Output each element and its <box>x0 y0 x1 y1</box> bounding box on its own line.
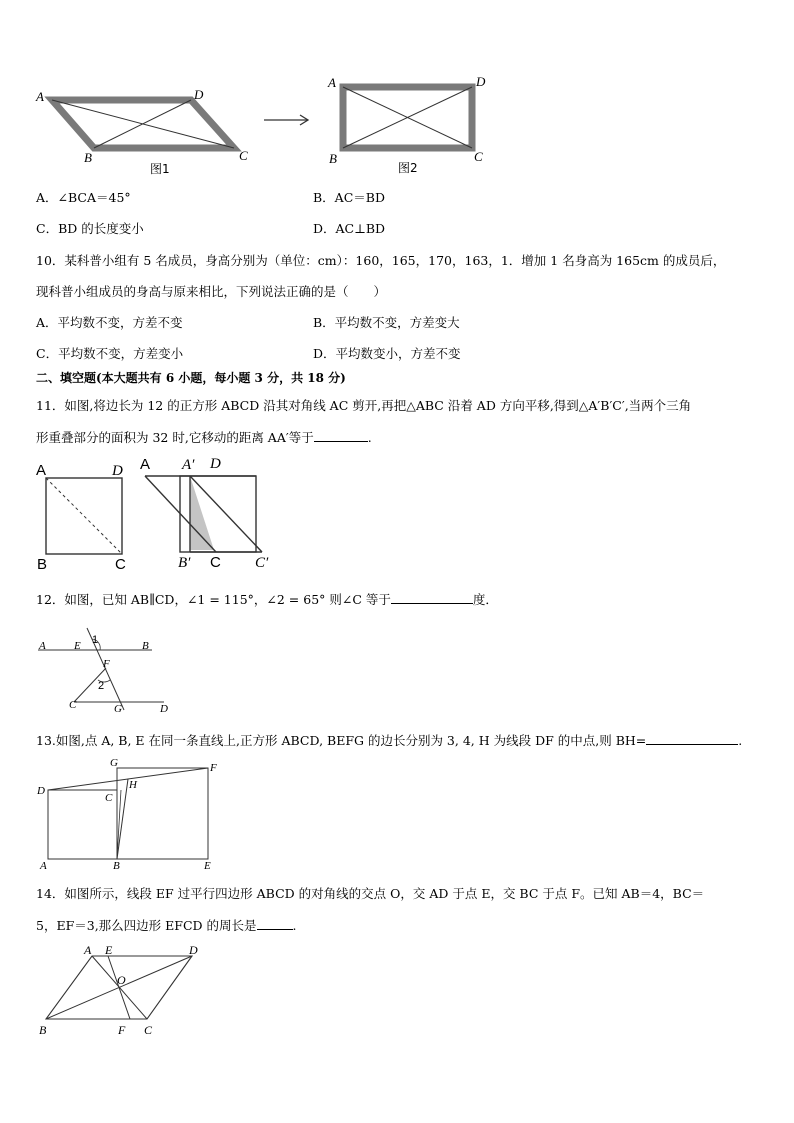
arrow-right <box>262 110 314 130</box>
answer-blank <box>391 591 473 604</box>
question-10-line-1: 10．某科普小组有 5 名成员，身高分别为（单位：cm）：160，165，170，163，1．增加 1 名身高为 165cm 的成员后， <box>36 253 726 268</box>
label-d: D <box>210 456 221 472</box>
arrow-right-svg <box>262 110 314 130</box>
q9-figure-1-svg <box>34 84 254 179</box>
q9-figure-2-svg <box>326 72 496 178</box>
label-b: B <box>329 151 337 166</box>
label-a-prime: A′ <box>182 457 195 473</box>
section-title: 二、填空题(本大题共有 6 小题，每小题 3 分，共 18 分) <box>36 371 346 385</box>
label-b: B <box>39 1023 47 1037</box>
question-11-line-2 <box>36 428 372 446</box>
label-b: B <box>84 150 92 165</box>
segment-ef <box>108 956 130 1019</box>
q13-figure-svg <box>34 754 224 872</box>
q9-figure-1 <box>34 84 254 179</box>
label-2: 2 <box>98 680 105 692</box>
label-g: G <box>110 757 118 769</box>
diagonal-bd <box>94 100 191 148</box>
question-punct: . <box>367 430 372 445</box>
option-b: B．AC＝BD <box>313 190 385 205</box>
q11-figure-square <box>34 458 134 573</box>
option-a: A．∠BCA＝45° <box>36 190 131 205</box>
label-g: G <box>114 703 122 715</box>
label-a: A <box>84 943 92 957</box>
label-o: O <box>117 973 126 987</box>
question-10-line-2: 现科普小组成员的身高与原来相比，下列说法正确的是（ ） <box>36 284 387 299</box>
question-suffix: 度． <box>472 592 498 607</box>
option-c: C．BD 的长度变小 <box>36 221 144 236</box>
question-text: 形重叠部分的面积为 32 时,它移动的距离 AA′等于 <box>36 430 314 445</box>
label-c-prime: C′ <box>255 555 269 571</box>
q12-figure <box>34 622 174 714</box>
q11-figure-shifted-svg <box>136 455 281 573</box>
segment-bh <box>117 779 128 859</box>
label-a: A <box>36 89 44 104</box>
label-b: B <box>142 640 149 652</box>
segment-bc <box>117 790 121 859</box>
label-a: A <box>39 640 46 652</box>
label-a: A <box>140 456 151 473</box>
label-c: C <box>474 149 483 164</box>
label-b-prime: B′ <box>178 555 191 571</box>
answer-blank <box>314 429 368 442</box>
question-text: 5，EF＝3,那么四边形 EFCD 的周长是 <box>36 918 257 933</box>
q14-figure-svg <box>34 940 209 1040</box>
label-d: D <box>194 87 204 102</box>
label-e: E <box>204 860 211 872</box>
label-e: E <box>74 640 81 652</box>
option-b: B．平均数不变，方差变大 <box>313 315 460 330</box>
label-1: 1 <box>92 634 99 646</box>
label-d: D <box>37 785 45 797</box>
label-f: F <box>210 762 217 774</box>
q14-figure <box>34 940 209 1040</box>
label-d: D <box>160 703 168 715</box>
answer-blank <box>257 917 293 930</box>
label-c: C <box>115 556 126 573</box>
label-a: A <box>328 75 336 90</box>
answer-blank <box>646 732 738 745</box>
option-d: D．AC⊥BD <box>313 221 386 236</box>
question-punct: . <box>292 918 297 933</box>
label-c: C <box>210 554 221 571</box>
option-d: D．平均数变小，方差不变 <box>313 346 461 361</box>
q11-figure-shifted <box>136 455 281 573</box>
label-c: C <box>69 699 77 711</box>
question-13-line <box>36 731 742 749</box>
question-14-line-1: 14．如图所示，线段 EF 过平行四边形 ABCD 的对角线的交点 O，交 AD 于点 E，交 BC 于点 F。已知 AB＝4，BC＝ <box>36 886 705 901</box>
q9-figure-2 <box>326 72 496 178</box>
q11-figure-square-svg <box>34 458 134 573</box>
label-a: A <box>40 860 47 872</box>
label-c: C <box>239 148 248 163</box>
label-a: A <box>36 462 47 479</box>
q12-figure-svg <box>34 622 174 714</box>
label-d: D <box>189 943 198 957</box>
question-12-line <box>36 590 498 608</box>
option-a: A．平均数不变，方差不变 <box>36 315 183 330</box>
label-b: B <box>37 556 48 573</box>
diagonal-ac <box>46 478 122 554</box>
label-f: F <box>118 1023 126 1037</box>
label-f: F <box>103 658 110 670</box>
label-h: H <box>129 779 137 791</box>
label-c: C <box>105 792 113 804</box>
overlap-region <box>190 476 214 550</box>
q13-figure <box>34 754 224 872</box>
label-d: D <box>476 74 486 89</box>
label-c: C <box>144 1023 153 1037</box>
option-c: C．平均数不变，方差变小 <box>36 346 184 361</box>
label-b: B <box>113 860 120 872</box>
question-text: 12．如图，已知 AB∥CD，∠1 = 115°，∠2 = 65° 则∠C 等于 <box>36 592 391 607</box>
question-11-line-1: 11．如图,将边长为 12 的正方形 ABCD 沿其对角线 AC 剪开,再把△ABC 沿着 AD 方向平移,得到△A′B′C′,当两个三角 <box>36 398 692 413</box>
question-text: 13.如图,点 A, B, E 在同一条直线上,正方形 ABCD, BEFG 的边长分别为 3, 4, H 为线段 DF 的中点,则 BH= <box>36 733 647 748</box>
label-e: E <box>105 943 113 957</box>
question-punct: . <box>738 733 743 748</box>
question-14-line-2 <box>36 916 297 934</box>
label-d: D <box>112 463 123 479</box>
figure-caption: 图2 <box>398 161 418 175</box>
figure-caption: 图1 <box>150 162 170 176</box>
